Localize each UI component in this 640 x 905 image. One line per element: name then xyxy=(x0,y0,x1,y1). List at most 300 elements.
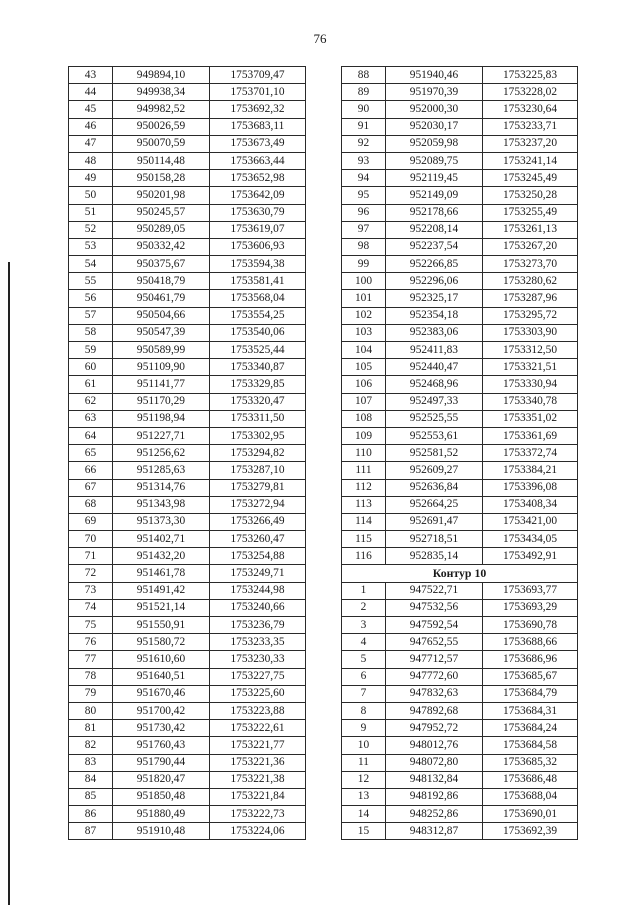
x-coordinate: 950418,79 xyxy=(113,273,210,290)
point-number: 97 xyxy=(342,221,386,238)
point-number: 85 xyxy=(69,788,113,805)
table-row xyxy=(69,290,306,307)
point-number: 69 xyxy=(69,513,113,530)
point-number: 8 xyxy=(342,702,386,719)
y-coordinate: 1753701,10 xyxy=(210,84,306,101)
point-number: 108 xyxy=(342,410,386,427)
y-coordinate: 1753273,70 xyxy=(483,256,578,273)
point-number: 58 xyxy=(69,324,113,341)
y-coordinate: 1753683,11 xyxy=(210,118,306,135)
table-row xyxy=(342,806,578,823)
point-number: 77 xyxy=(69,651,113,668)
point-number: 47 xyxy=(69,135,113,152)
point-number: 89 xyxy=(342,84,386,101)
table-row xyxy=(69,462,306,479)
x-coordinate: 951820,47 xyxy=(113,771,210,788)
y-coordinate: 1753295,72 xyxy=(483,307,578,324)
point-number: 96 xyxy=(342,204,386,221)
point-number: 6 xyxy=(342,668,386,685)
table-row xyxy=(342,393,578,410)
table-row xyxy=(342,788,578,805)
table-row xyxy=(342,290,578,307)
x-coordinate: 952354,18 xyxy=(386,307,483,324)
x-coordinate: 952553,61 xyxy=(386,427,483,444)
table-row xyxy=(69,720,306,737)
table-row xyxy=(69,118,306,135)
point-number: 7 xyxy=(342,685,386,702)
x-coordinate: 951314,76 xyxy=(113,479,210,496)
table-row xyxy=(342,634,578,651)
y-coordinate: 1753684,79 xyxy=(483,685,578,702)
table-row xyxy=(342,720,578,737)
table-row xyxy=(69,135,306,152)
point-number: 13 xyxy=(342,788,386,805)
y-coordinate: 1753594,38 xyxy=(210,256,306,273)
y-coordinate: 1753684,24 xyxy=(483,720,578,737)
x-coordinate: 950114,48 xyxy=(113,152,210,169)
y-coordinate: 1753554,25 xyxy=(210,307,306,324)
table-row xyxy=(342,617,578,634)
table-row xyxy=(69,445,306,462)
point-number: 12 xyxy=(342,771,386,788)
point-number: 52 xyxy=(69,221,113,238)
y-coordinate: 1753492,91 xyxy=(483,548,578,565)
table-row xyxy=(69,548,306,565)
y-coordinate: 1753685,67 xyxy=(483,668,578,685)
table-row xyxy=(342,170,578,187)
y-coordinate: 1753663,44 xyxy=(210,152,306,169)
table-row xyxy=(69,599,306,616)
point-number: 54 xyxy=(69,256,113,273)
x-coordinate: 952664,25 xyxy=(386,496,483,513)
y-coordinate: 1753606,93 xyxy=(210,238,306,255)
y-coordinate: 1753221,38 xyxy=(210,771,306,788)
table-row xyxy=(69,324,306,341)
table-row xyxy=(69,342,306,359)
x-coordinate: 950289,05 xyxy=(113,221,210,238)
x-coordinate: 951940,46 xyxy=(386,67,483,84)
point-number: 44 xyxy=(69,84,113,101)
table-row xyxy=(69,307,306,324)
table-row xyxy=(69,513,306,530)
table-row xyxy=(69,170,306,187)
table-row xyxy=(342,152,578,169)
point-number: 62 xyxy=(69,393,113,410)
x-coordinate: 951550,91 xyxy=(113,617,210,634)
y-coordinate: 1753693,77 xyxy=(483,582,578,599)
point-number: 105 xyxy=(342,359,386,376)
y-coordinate: 1753673,49 xyxy=(210,135,306,152)
x-coordinate: 951343,98 xyxy=(113,496,210,513)
y-coordinate: 1753652,98 xyxy=(210,170,306,187)
table-row xyxy=(342,479,578,496)
table-row xyxy=(342,771,578,788)
table-row xyxy=(69,617,306,634)
y-coordinate: 1753272,94 xyxy=(210,496,306,513)
x-coordinate: 951760,43 xyxy=(113,737,210,754)
x-coordinate: 947772,60 xyxy=(386,668,483,685)
table-row xyxy=(69,634,306,651)
point-number: 5 xyxy=(342,651,386,668)
coordinates-table-left xyxy=(68,66,306,840)
x-coordinate: 947522,71 xyxy=(386,582,483,599)
x-coordinate: 951670,46 xyxy=(113,685,210,702)
x-coordinate: 950158,28 xyxy=(113,170,210,187)
y-coordinate: 1753686,48 xyxy=(483,771,578,788)
y-coordinate: 1753709,47 xyxy=(210,67,306,84)
point-number: 9 xyxy=(342,720,386,737)
y-coordinate: 1753227,75 xyxy=(210,668,306,685)
y-coordinate: 1753287,10 xyxy=(210,462,306,479)
y-coordinate: 1753311,50 xyxy=(210,410,306,427)
x-coordinate: 948132,84 xyxy=(386,771,483,788)
table-row xyxy=(342,410,578,427)
point-number: 61 xyxy=(69,376,113,393)
table-row xyxy=(342,823,578,840)
y-coordinate: 1753630,79 xyxy=(210,204,306,221)
x-coordinate: 947952,72 xyxy=(386,720,483,737)
point-number: 115 xyxy=(342,531,386,548)
y-coordinate: 1753619,07 xyxy=(210,221,306,238)
table-row xyxy=(69,273,306,290)
point-number: 75 xyxy=(69,617,113,634)
x-coordinate: 952468,96 xyxy=(386,376,483,393)
x-coordinate: 952835,14 xyxy=(386,548,483,565)
x-coordinate: 951700,42 xyxy=(113,702,210,719)
x-coordinate: 952059,98 xyxy=(386,135,483,152)
point-number: 80 xyxy=(69,702,113,719)
x-coordinate: 952266,85 xyxy=(386,256,483,273)
y-coordinate: 1753408,34 xyxy=(483,496,578,513)
table-row xyxy=(342,307,578,324)
y-coordinate: 1753221,84 xyxy=(210,788,306,805)
x-coordinate: 951285,63 xyxy=(113,462,210,479)
table-row xyxy=(342,221,578,238)
x-coordinate: 952208,14 xyxy=(386,221,483,238)
x-coordinate: 952325,17 xyxy=(386,290,483,307)
table-row xyxy=(342,256,578,273)
table-row xyxy=(342,582,578,599)
binding-margin-line xyxy=(8,262,10,905)
contour-header-row xyxy=(342,565,578,582)
y-coordinate: 1753221,77 xyxy=(210,737,306,754)
point-number: 114 xyxy=(342,513,386,530)
y-coordinate: 1753222,61 xyxy=(210,720,306,737)
y-coordinate: 1753224,06 xyxy=(210,823,306,840)
y-coordinate: 1753221,36 xyxy=(210,754,306,771)
y-coordinate: 1753688,66 xyxy=(483,634,578,651)
x-coordinate: 951141,77 xyxy=(113,376,210,393)
point-number: 50 xyxy=(69,187,113,204)
x-coordinate: 951521,14 xyxy=(113,599,210,616)
table-row xyxy=(69,204,306,221)
table-row xyxy=(69,221,306,238)
x-coordinate: 948072,80 xyxy=(386,754,483,771)
x-coordinate: 948012,76 xyxy=(386,737,483,754)
table-row xyxy=(342,599,578,616)
table-row xyxy=(69,806,306,823)
y-coordinate: 1753686,96 xyxy=(483,651,578,668)
point-number: 76 xyxy=(69,634,113,651)
x-coordinate: 950245,57 xyxy=(113,204,210,221)
x-coordinate: 952691,47 xyxy=(386,513,483,530)
x-coordinate: 951850,48 xyxy=(113,788,210,805)
point-number: 103 xyxy=(342,324,386,341)
table-row xyxy=(342,359,578,376)
point-number: 74 xyxy=(69,599,113,616)
point-number: 53 xyxy=(69,238,113,255)
table-row xyxy=(342,754,578,771)
y-coordinate: 1753225,83 xyxy=(483,67,578,84)
x-coordinate: 952636,84 xyxy=(386,479,483,496)
point-number: 2 xyxy=(342,599,386,616)
x-coordinate: 952581,52 xyxy=(386,445,483,462)
x-coordinate: 952383,06 xyxy=(386,324,483,341)
table-row xyxy=(342,324,578,341)
y-coordinate: 1753525,44 xyxy=(210,342,306,359)
y-coordinate: 1753684,31 xyxy=(483,702,578,719)
y-coordinate: 1753230,64 xyxy=(483,101,578,118)
x-coordinate: 948312,87 xyxy=(386,823,483,840)
y-coordinate: 1753321,51 xyxy=(483,359,578,376)
x-coordinate: 951170,29 xyxy=(113,393,210,410)
point-number: 10 xyxy=(342,737,386,754)
point-number: 65 xyxy=(69,445,113,462)
y-coordinate: 1753329,85 xyxy=(210,376,306,393)
y-coordinate: 1753540,06 xyxy=(210,324,306,341)
x-coordinate: 951227,71 xyxy=(113,427,210,444)
point-number: 87 xyxy=(69,823,113,840)
x-coordinate: 950504,66 xyxy=(113,307,210,324)
table-row xyxy=(342,445,578,462)
x-coordinate: 950332,42 xyxy=(113,238,210,255)
y-coordinate: 1753434,05 xyxy=(483,531,578,548)
table-row xyxy=(342,548,578,565)
y-coordinate: 1753244,98 xyxy=(210,582,306,599)
point-number: 95 xyxy=(342,187,386,204)
point-number: 11 xyxy=(342,754,386,771)
y-coordinate: 1753294,82 xyxy=(210,445,306,462)
coordinates-table-right xyxy=(341,66,578,840)
table-row xyxy=(342,427,578,444)
y-coordinate: 1753233,35 xyxy=(210,634,306,651)
y-coordinate: 1753581,41 xyxy=(210,273,306,290)
y-coordinate: 1753228,02 xyxy=(483,84,578,101)
point-number: 99 xyxy=(342,256,386,273)
point-number: 81 xyxy=(69,720,113,737)
point-number: 71 xyxy=(69,548,113,565)
table-row xyxy=(69,531,306,548)
x-coordinate: 952178,66 xyxy=(386,204,483,221)
table-row xyxy=(69,771,306,788)
point-number: 93 xyxy=(342,152,386,169)
y-coordinate: 1753280,62 xyxy=(483,273,578,290)
x-coordinate: 950589,99 xyxy=(113,342,210,359)
contour-title: Контур 10 xyxy=(342,565,578,582)
table-row xyxy=(342,187,578,204)
y-coordinate: 1753233,71 xyxy=(483,118,578,135)
y-coordinate: 1753568,04 xyxy=(210,290,306,307)
x-coordinate: 952000,30 xyxy=(386,101,483,118)
x-coordinate: 950026,59 xyxy=(113,118,210,135)
x-coordinate: 951491,42 xyxy=(113,582,210,599)
x-coordinate: 951880,49 xyxy=(113,806,210,823)
y-coordinate: 1753245,49 xyxy=(483,170,578,187)
x-coordinate: 951109,90 xyxy=(113,359,210,376)
x-coordinate: 948192,86 xyxy=(386,788,483,805)
x-coordinate: 952030,17 xyxy=(386,118,483,135)
point-number: 48 xyxy=(69,152,113,169)
x-coordinate: 950461,79 xyxy=(113,290,210,307)
point-number: 59 xyxy=(69,342,113,359)
table-row xyxy=(69,754,306,771)
x-coordinate: 951970,39 xyxy=(386,84,483,101)
table-row xyxy=(342,651,578,668)
y-coordinate: 1753250,28 xyxy=(483,187,578,204)
table-row xyxy=(69,737,306,754)
y-coordinate: 1753693,29 xyxy=(483,599,578,616)
point-number: 67 xyxy=(69,479,113,496)
x-coordinate: 951432,20 xyxy=(113,548,210,565)
point-number: 70 xyxy=(69,531,113,548)
x-coordinate: 949982,52 xyxy=(113,101,210,118)
x-coordinate: 951610,60 xyxy=(113,651,210,668)
y-coordinate: 1753255,49 xyxy=(483,204,578,221)
point-number: 45 xyxy=(69,101,113,118)
y-coordinate: 1753261,13 xyxy=(483,221,578,238)
point-number: 57 xyxy=(69,307,113,324)
point-number: 98 xyxy=(342,238,386,255)
y-coordinate: 1753340,87 xyxy=(210,359,306,376)
point-number: 90 xyxy=(342,101,386,118)
table-row xyxy=(342,496,578,513)
x-coordinate: 952440,47 xyxy=(386,359,483,376)
point-number: 107 xyxy=(342,393,386,410)
table-row xyxy=(69,496,306,513)
table-row xyxy=(342,685,578,702)
x-coordinate: 951402,71 xyxy=(113,531,210,548)
x-coordinate: 952119,45 xyxy=(386,170,483,187)
table-row xyxy=(69,685,306,702)
y-coordinate: 1753260,47 xyxy=(210,531,306,548)
x-coordinate: 952609,27 xyxy=(386,462,483,479)
y-coordinate: 1753690,78 xyxy=(483,617,578,634)
table-row xyxy=(69,582,306,599)
point-number: 84 xyxy=(69,771,113,788)
x-coordinate: 949894,10 xyxy=(113,67,210,84)
table-row xyxy=(69,256,306,273)
point-number: 113 xyxy=(342,496,386,513)
table-row xyxy=(342,118,578,135)
point-number: 111 xyxy=(342,462,386,479)
x-coordinate: 947892,68 xyxy=(386,702,483,719)
y-coordinate: 1753241,14 xyxy=(483,152,578,169)
y-coordinate: 1753287,96 xyxy=(483,290,578,307)
x-coordinate: 947532,56 xyxy=(386,599,483,616)
point-number: 64 xyxy=(69,427,113,444)
x-coordinate: 950070,59 xyxy=(113,135,210,152)
table-row xyxy=(342,513,578,530)
y-coordinate: 1753692,39 xyxy=(483,823,578,840)
x-coordinate: 947712,57 xyxy=(386,651,483,668)
y-coordinate: 1753223,88 xyxy=(210,702,306,719)
table-row xyxy=(342,204,578,221)
point-number: 102 xyxy=(342,307,386,324)
point-number: 104 xyxy=(342,342,386,359)
point-number: 43 xyxy=(69,67,113,84)
point-number: 3 xyxy=(342,617,386,634)
table-row xyxy=(69,651,306,668)
y-coordinate: 1753279,81 xyxy=(210,479,306,496)
table-row xyxy=(342,342,578,359)
table-row xyxy=(69,410,306,427)
x-coordinate: 952149,09 xyxy=(386,187,483,204)
y-coordinate: 1753225,60 xyxy=(210,685,306,702)
table-row xyxy=(342,135,578,152)
y-coordinate: 1753361,69 xyxy=(483,427,578,444)
table-row xyxy=(69,702,306,719)
table-row xyxy=(69,427,306,444)
table-row xyxy=(69,187,306,204)
x-coordinate: 952525,55 xyxy=(386,410,483,427)
y-coordinate: 1753351,02 xyxy=(483,410,578,427)
point-number: 46 xyxy=(69,118,113,135)
y-coordinate: 1753692,32 xyxy=(210,101,306,118)
y-coordinate: 1753254,88 xyxy=(210,548,306,565)
x-coordinate: 951256,62 xyxy=(113,445,210,462)
y-coordinate: 1753690,01 xyxy=(483,806,578,823)
point-number: 110 xyxy=(342,445,386,462)
point-number: 55 xyxy=(69,273,113,290)
y-coordinate: 1753684,58 xyxy=(483,737,578,754)
table-row xyxy=(69,479,306,496)
table-row xyxy=(342,462,578,479)
point-number: 15 xyxy=(342,823,386,840)
table-row xyxy=(69,359,306,376)
point-number: 92 xyxy=(342,135,386,152)
y-coordinate: 1753249,71 xyxy=(210,565,306,582)
point-number: 1 xyxy=(342,582,386,599)
y-coordinate: 1753267,20 xyxy=(483,238,578,255)
point-number: 82 xyxy=(69,737,113,754)
table-row xyxy=(69,788,306,805)
table-row xyxy=(69,393,306,410)
x-coordinate: 952497,33 xyxy=(386,393,483,410)
point-number: 109 xyxy=(342,427,386,444)
y-coordinate: 1753222,73 xyxy=(210,806,306,823)
table-row xyxy=(69,823,306,840)
x-coordinate: 951790,44 xyxy=(113,754,210,771)
y-coordinate: 1753230,33 xyxy=(210,651,306,668)
point-number: 79 xyxy=(69,685,113,702)
y-coordinate: 1753236,79 xyxy=(210,617,306,634)
x-coordinate: 947832,63 xyxy=(386,685,483,702)
x-coordinate: 952089,75 xyxy=(386,152,483,169)
point-number: 63 xyxy=(69,410,113,427)
table-row xyxy=(342,668,578,685)
y-coordinate: 1753312,50 xyxy=(483,342,578,359)
y-coordinate: 1753330,94 xyxy=(483,376,578,393)
y-coordinate: 1753303,90 xyxy=(483,324,578,341)
point-number: 51 xyxy=(69,204,113,221)
point-number: 73 xyxy=(69,582,113,599)
point-number: 4 xyxy=(342,634,386,651)
x-coordinate: 951373,30 xyxy=(113,513,210,530)
point-number: 100 xyxy=(342,273,386,290)
point-number: 14 xyxy=(342,806,386,823)
x-coordinate: 951640,51 xyxy=(113,668,210,685)
x-coordinate: 951910,48 xyxy=(113,823,210,840)
